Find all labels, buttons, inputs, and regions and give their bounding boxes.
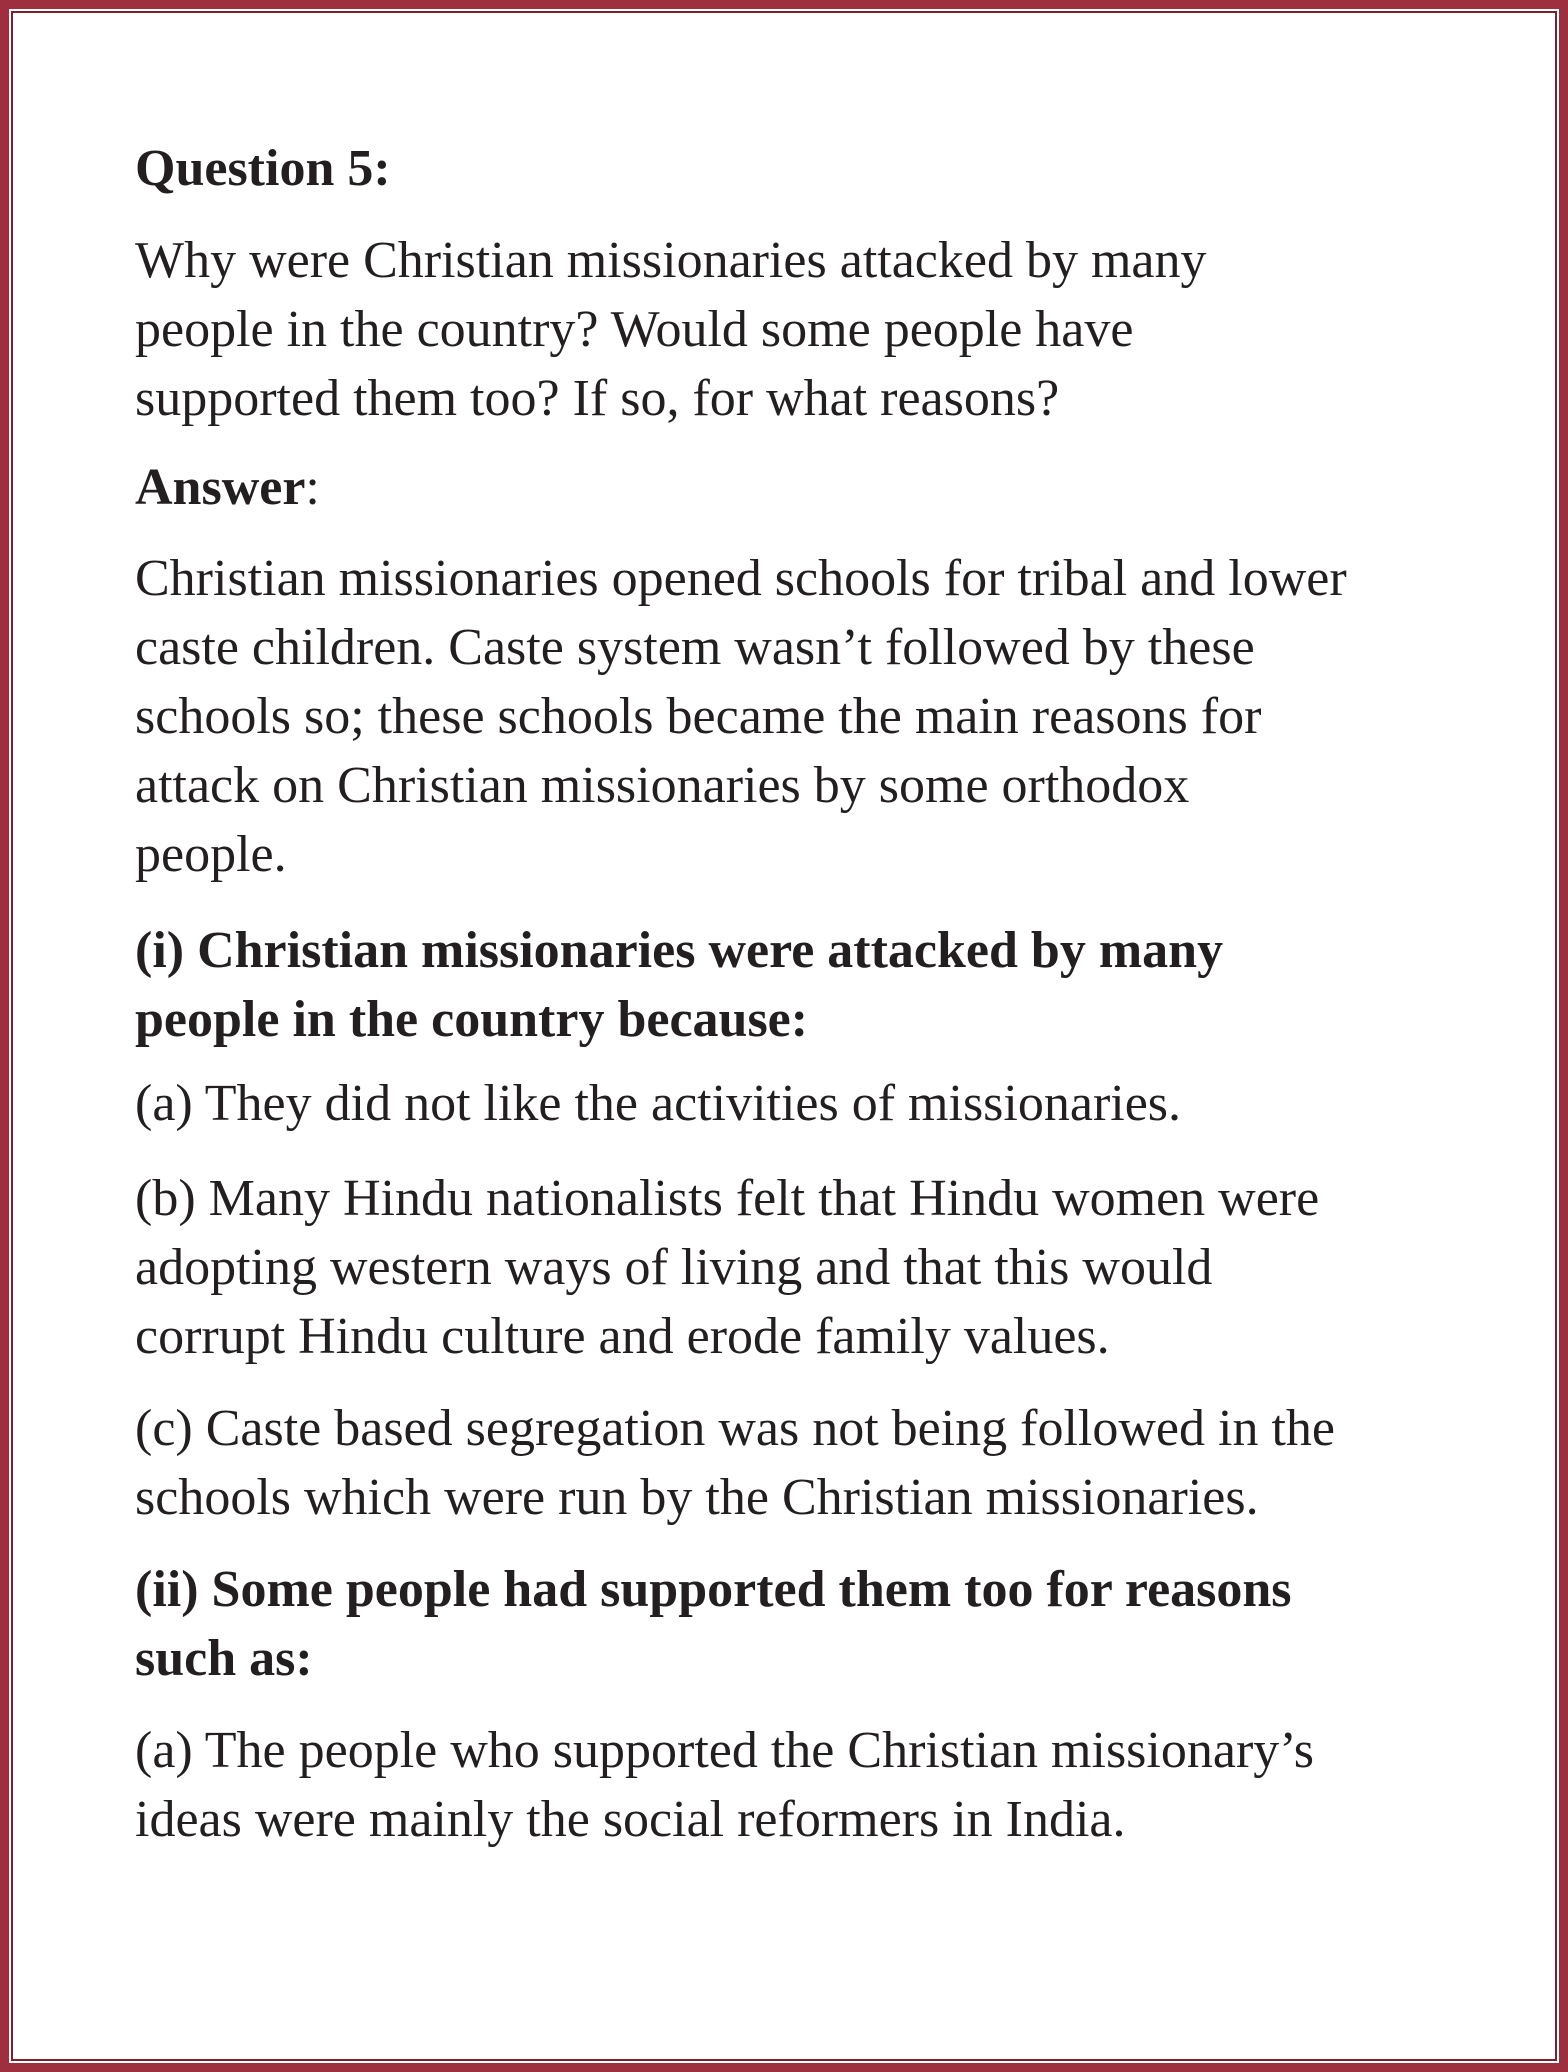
line: schools which were run by the Christian missionaries. — [135, 1469, 1259, 1526]
answer-label: Answer — [135, 459, 306, 516]
answer-colon: : — [305, 459, 320, 516]
question-title — [135, 134, 391, 203]
line: (b) Many Hindu nationalists felt that Hindu women were — [135, 1170, 1320, 1227]
line: (a) The people who supported the Christian missionary’s — [135, 1722, 1314, 1779]
answer-heading-line — [135, 453, 320, 522]
line: attack on Christian missionaries by some orthodox — [135, 757, 1190, 814]
line: corrupt Hindu culture and erode family values. — [135, 1308, 1110, 1365]
line: adopting western ways of living and that this would — [135, 1239, 1213, 1296]
line: (ii) Some people had supported them too for reasons — [135, 1561, 1292, 1618]
point-i-b — [135, 1164, 1319, 1371]
line: people in the country? Would some people have — [135, 301, 1134, 358]
section-ii-heading — [135, 1555, 1292, 1693]
line: caste children. Caste system wasn’t followed by these — [135, 619, 1255, 676]
answer-heading — [135, 453, 320, 522]
line: such as: — [135, 1630, 313, 1687]
answer-intro — [135, 544, 1347, 889]
line: schools so; these schools became the main reasons for — [135, 688, 1262, 745]
line: ideas were mainly the social reformers in India. — [135, 1791, 1126, 1848]
line: people. — [135, 826, 287, 883]
section-i-heading — [135, 916, 1223, 1054]
question-title-text: Question 5: — [135, 140, 391, 197]
line: (c) Caste based segregation was not being followed in the — [135, 1400, 1335, 1457]
line: Christian missionaries opened schools for tribal and lower — [135, 550, 1347, 607]
point-i-a — [135, 1069, 1181, 1138]
line: supported them too? If so, for what reasons? — [135, 370, 1060, 427]
line: (a) They did not like the activities of missionaries. — [135, 1075, 1182, 1132]
point-ii-a — [135, 1716, 1314, 1854]
line: people in the country because: — [135, 991, 809, 1048]
question-text — [135, 226, 1206, 433]
line: (i) Christian missionaries were attacked by many — [135, 922, 1224, 979]
point-i-c — [135, 1394, 1335, 1532]
line: Why were Christian missionaries attacked by many — [135, 232, 1207, 289]
